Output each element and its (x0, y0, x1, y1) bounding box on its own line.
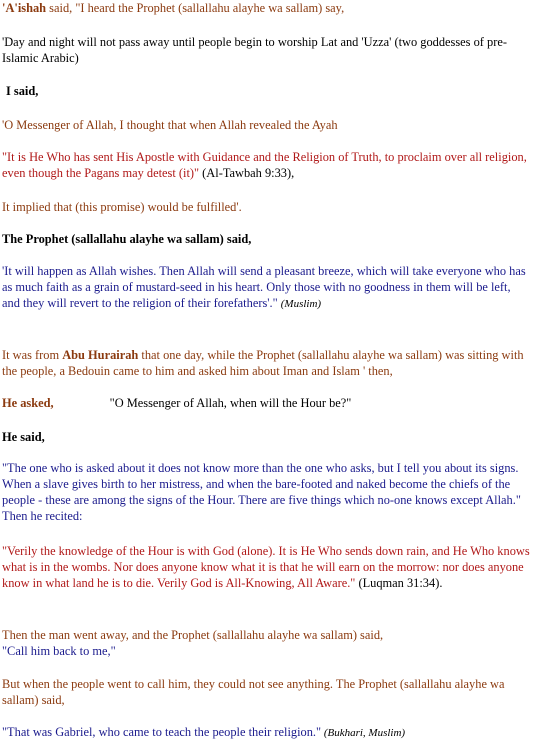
source-muslim: (Muslim) (280, 298, 322, 310)
call-him-back-quote: "Call him back to me," (2, 644, 116, 658)
paragraph-day-and-night: 'Day and night will not pass away until people begin to worship Lat and 'Uzza' (two goddesses of pre-Islamic Arabic) (2, 35, 507, 65)
heading-i-said (6, 83, 531, 99)
breeze-text: 'It will happen as Allah wishes. Then Allah will send a pleasant breeze, which will take everyone who has as much faith as a grain of mustard-seed in his heart. Only those with no goodness in them will be left, and they will revert to the religion of their forefathers'." (2, 264, 526, 310)
narrator-name: 'A'ishah (2, 1, 47, 15)
gabriel-quote: "That was Gabriel, who came to teach the people their religion." (2, 725, 322, 739)
heading-prophet-said (2, 231, 531, 247)
paragraph-gabriel (2, 724, 531, 741)
abu-hurairah-pre: It was from (2, 348, 63, 362)
luqman-reference: (Luqman 31:34). (355, 576, 443, 590)
heading-he-said (2, 429, 531, 445)
paragraph-man-went-away (2, 627, 531, 659)
abu-hurairah-name: Abu Hurairah (62, 348, 139, 362)
man-went-away-text: Then the man went away, and the Prophet (sallallahu alayhe wa sallam) said, (2, 628, 384, 642)
paragraph-aishah-intro (2, 0, 531, 16)
prophet-said-text: The Prophet (sallallahu alayhe wa sallam) said, (2, 232, 252, 246)
quran-reference: (Al-Tawbah 9:33), (199, 166, 295, 180)
paragraph-messenger-ayah: 'O Messenger of Allah, I thought that when Allah revealed the Ayah (2, 118, 338, 132)
source-bukhari-muslim: (Bukhari, Muslim) (321, 727, 406, 739)
paragraph-signs-of-hour: "The one who is asked about it does not know more than the one who asks, but I tell you about its signs. When a slave gives birth to her mistress, and when the bare-footed and naked become the chiefs of the people - these are among the signs of the Hour. There are five things which no-one knows except Allah." Then he recited: (2, 461, 521, 523)
paragraph-abu-hurairah (2, 347, 531, 379)
paragraph-tawbah-quote (2, 149, 531, 181)
paragraph-luqman-quote (2, 543, 531, 591)
he-asked-quote: "O Messenger of Allah, when will the Hour be?" (109, 396, 352, 410)
abu-hurairah-post: that one day, while the Prophet (sallallahu alayhe wa sallam) was sitting with the people, a Bedouin came to him and asked him about Iman and Islam ' then, (2, 348, 524, 378)
quran-quote: "It is He Who has sent His Apostle with Guidance and the Religion of Truth, to proclaim over all religion, even though the Pagans may detest (it)" (2, 150, 527, 180)
luqman-quote-text: "Verily the knowledge of the Hour is with God (alone). It is He Who sends down rain, and He Who knows what is in the wombs. Nor does anyone know what it is that he will earn on the morrow: nor does anyone know in what land he is to die. Verily God is All-Knowing, All Aware." (2, 544, 530, 590)
paragraph-could-not-see: But when the people went to call him, they could not see anything. The Prophet (sallallahu alayhe wa sallam) said, (2, 677, 505, 707)
he-asked-label: He asked, (2, 396, 54, 410)
paragraph-pleasant-breeze (2, 263, 531, 312)
paragraph-he-asked (2, 395, 531, 411)
he-said-text: He said, (2, 430, 45, 444)
i-said-text: I said, (6, 84, 39, 98)
intro-text: said, "I heard the Prophet (sallallahu alayhe wa sallam) say, (46, 1, 345, 15)
paragraph-promise-fulfilled: It implied that (this promise) would be fulfilled'. (2, 200, 242, 214)
